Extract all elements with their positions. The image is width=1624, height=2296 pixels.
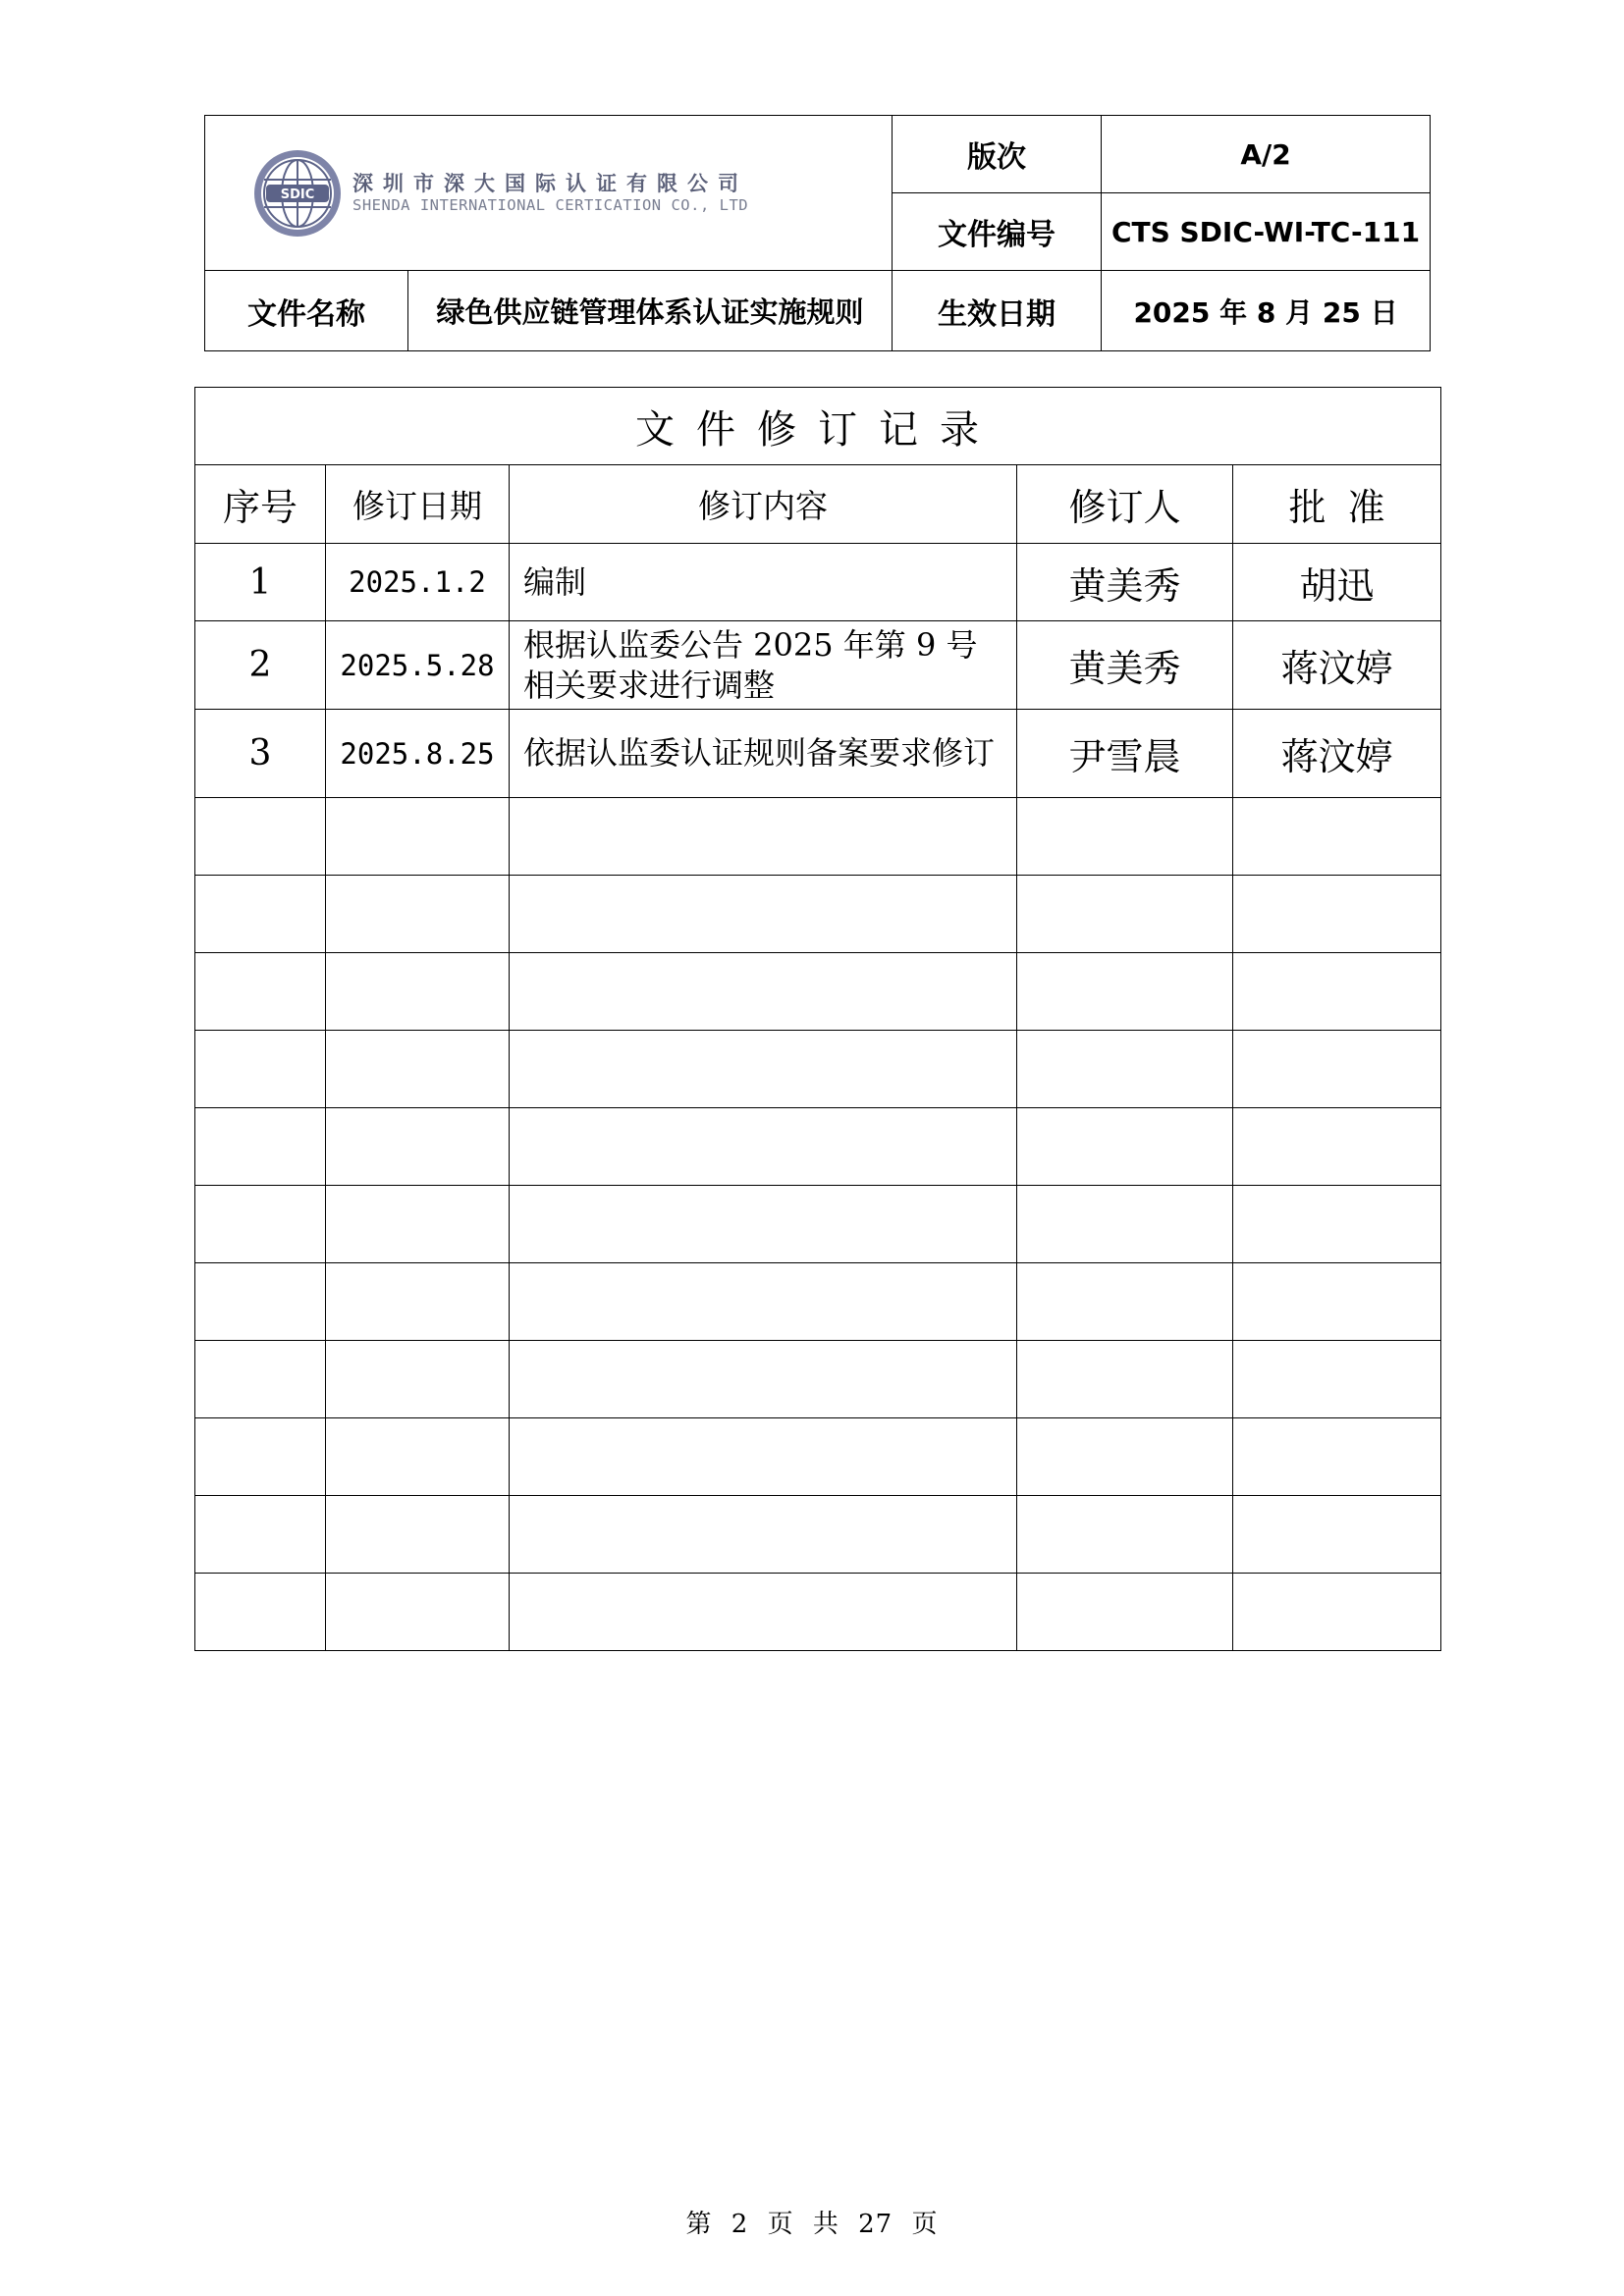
table-row bbox=[195, 710, 1441, 798]
row-no bbox=[195, 1186, 326, 1263]
row-content bbox=[510, 1186, 1017, 1263]
doc-number-value: CTS SDIC-WI-TC-111 bbox=[1102, 193, 1431, 271]
row-content bbox=[510, 1108, 1017, 1186]
column-header-no: 序号 bbox=[195, 465, 326, 544]
row-no bbox=[195, 798, 326, 876]
logo-mark-text: SDIC bbox=[280, 187, 315, 202]
row-approver bbox=[1233, 1574, 1441, 1651]
row-reviser: 尹雪晨 bbox=[1017, 710, 1233, 798]
revision-table bbox=[194, 387, 1441, 1651]
row-approver bbox=[1233, 1496, 1441, 1574]
row-approver bbox=[1233, 798, 1441, 876]
row-date bbox=[326, 1341, 510, 1418]
doc-number-label: 文件编号 bbox=[893, 193, 1102, 271]
column-header-reviser: 修订人 bbox=[1017, 465, 1233, 544]
revision-table-header bbox=[195, 465, 1441, 544]
company-name-cn: 深圳市深大国际认证有限公司 bbox=[352, 170, 748, 195]
row-approver: 蒋汶婷 bbox=[1233, 621, 1441, 710]
company-logo-icon bbox=[252, 148, 343, 239]
row-no bbox=[195, 1418, 326, 1496]
row-no: 2 bbox=[195, 621, 326, 710]
row-approver: 蒋汶婷 bbox=[1233, 710, 1441, 798]
row-reviser bbox=[1017, 798, 1233, 876]
row-content bbox=[510, 953, 1017, 1031]
empty-table-row bbox=[195, 1496, 1441, 1574]
empty-table-row bbox=[195, 1186, 1441, 1263]
row-content bbox=[510, 1574, 1017, 1651]
effective-date-value: 2025 年 8 月 25 日 bbox=[1102, 271, 1431, 351]
row-reviser bbox=[1017, 876, 1233, 953]
row-no bbox=[195, 876, 326, 953]
row-no bbox=[195, 1108, 326, 1186]
row-date bbox=[326, 1108, 510, 1186]
row-approver bbox=[1233, 1341, 1441, 1418]
row-no bbox=[195, 1496, 326, 1574]
empty-table-row bbox=[195, 1108, 1441, 1186]
column-header-approver: 批准 bbox=[1233, 465, 1441, 544]
row-date bbox=[326, 1186, 510, 1263]
row-content bbox=[510, 798, 1017, 876]
edition-value: A/2 bbox=[1102, 116, 1431, 193]
row-date bbox=[326, 1031, 510, 1108]
row-content bbox=[510, 1496, 1017, 1574]
row-date bbox=[326, 798, 510, 876]
company-logo-cell bbox=[205, 116, 893, 271]
row-date: 2025.5.28 bbox=[326, 621, 510, 710]
row-approver bbox=[1233, 1418, 1441, 1496]
row-no bbox=[195, 1574, 326, 1651]
row-no: 3 bbox=[195, 710, 326, 798]
row-approver bbox=[1233, 1186, 1441, 1263]
empty-table-row bbox=[195, 1341, 1441, 1418]
row-reviser bbox=[1017, 1496, 1233, 1574]
row-content bbox=[510, 876, 1017, 953]
row-no bbox=[195, 1341, 326, 1418]
row-reviser: 黄美秀 bbox=[1017, 621, 1233, 710]
row-content: 编制 bbox=[510, 544, 1017, 621]
table-row bbox=[195, 621, 1441, 710]
row-reviser bbox=[1017, 1108, 1233, 1186]
row-date bbox=[326, 1496, 510, 1574]
empty-table-row bbox=[195, 876, 1441, 953]
column-header-date: 修订日期 bbox=[326, 465, 510, 544]
column-header-content: 修订内容 bbox=[510, 465, 1017, 544]
row-content bbox=[510, 1418, 1017, 1496]
empty-table-row bbox=[195, 798, 1441, 876]
row-reviser bbox=[1017, 953, 1233, 1031]
row-date: 2025.1.2 bbox=[326, 544, 510, 621]
empty-table-row bbox=[195, 1418, 1441, 1496]
row-reviser bbox=[1017, 1418, 1233, 1496]
row-date bbox=[326, 953, 510, 1031]
row-no bbox=[195, 1263, 326, 1341]
row-approver bbox=[1233, 876, 1441, 953]
row-approver: 胡迅 bbox=[1233, 544, 1441, 621]
row-no: 1 bbox=[195, 544, 326, 621]
row-content bbox=[510, 1263, 1017, 1341]
empty-table-row bbox=[195, 1574, 1441, 1651]
empty-table-row bbox=[195, 1263, 1441, 1341]
row-approver bbox=[1233, 1031, 1441, 1108]
row-content bbox=[510, 1031, 1017, 1108]
row-no bbox=[195, 1031, 326, 1108]
row-content: 根据认监委公告 2025 年第 9 号相关要求进行调整 bbox=[510, 621, 1017, 710]
row-approver bbox=[1233, 1263, 1441, 1341]
row-date bbox=[326, 1418, 510, 1496]
row-content bbox=[510, 1341, 1017, 1418]
row-approver bbox=[1233, 1108, 1441, 1186]
doc-name-label: 文件名称 bbox=[205, 271, 408, 351]
row-date bbox=[326, 1263, 510, 1341]
row-date bbox=[326, 1574, 510, 1651]
empty-table-row bbox=[195, 953, 1441, 1031]
document-header bbox=[204, 115, 1431, 351]
row-reviser bbox=[1017, 1341, 1233, 1418]
row-approver bbox=[1233, 953, 1441, 1031]
doc-name-value: 绿色供应链管理体系认证实施规则 bbox=[408, 271, 893, 351]
edition-label: 版次 bbox=[893, 116, 1102, 193]
row-date: 2025.8.25 bbox=[326, 710, 510, 798]
empty-table-row bbox=[195, 1031, 1441, 1108]
effective-date-label: 生效日期 bbox=[893, 271, 1102, 351]
row-no bbox=[195, 953, 326, 1031]
row-reviser bbox=[1017, 1263, 1233, 1341]
row-content: 依据认监委认证规则备案要求修订 bbox=[510, 710, 1017, 798]
revision-table-title: 文件修订记录 bbox=[195, 388, 1441, 465]
page-number: 第 2 页 共 27 页 bbox=[685, 2210, 939, 2239]
row-date bbox=[326, 876, 510, 953]
row-reviser bbox=[1017, 1031, 1233, 1108]
table-row bbox=[195, 544, 1441, 621]
row-reviser: 黄美秀 bbox=[1017, 544, 1233, 621]
company-name-en: SHENDA INTERNATIONAL CERTICATION CO., LTD bbox=[352, 195, 749, 214]
row-reviser bbox=[1017, 1186, 1233, 1263]
row-reviser bbox=[1017, 1574, 1233, 1651]
